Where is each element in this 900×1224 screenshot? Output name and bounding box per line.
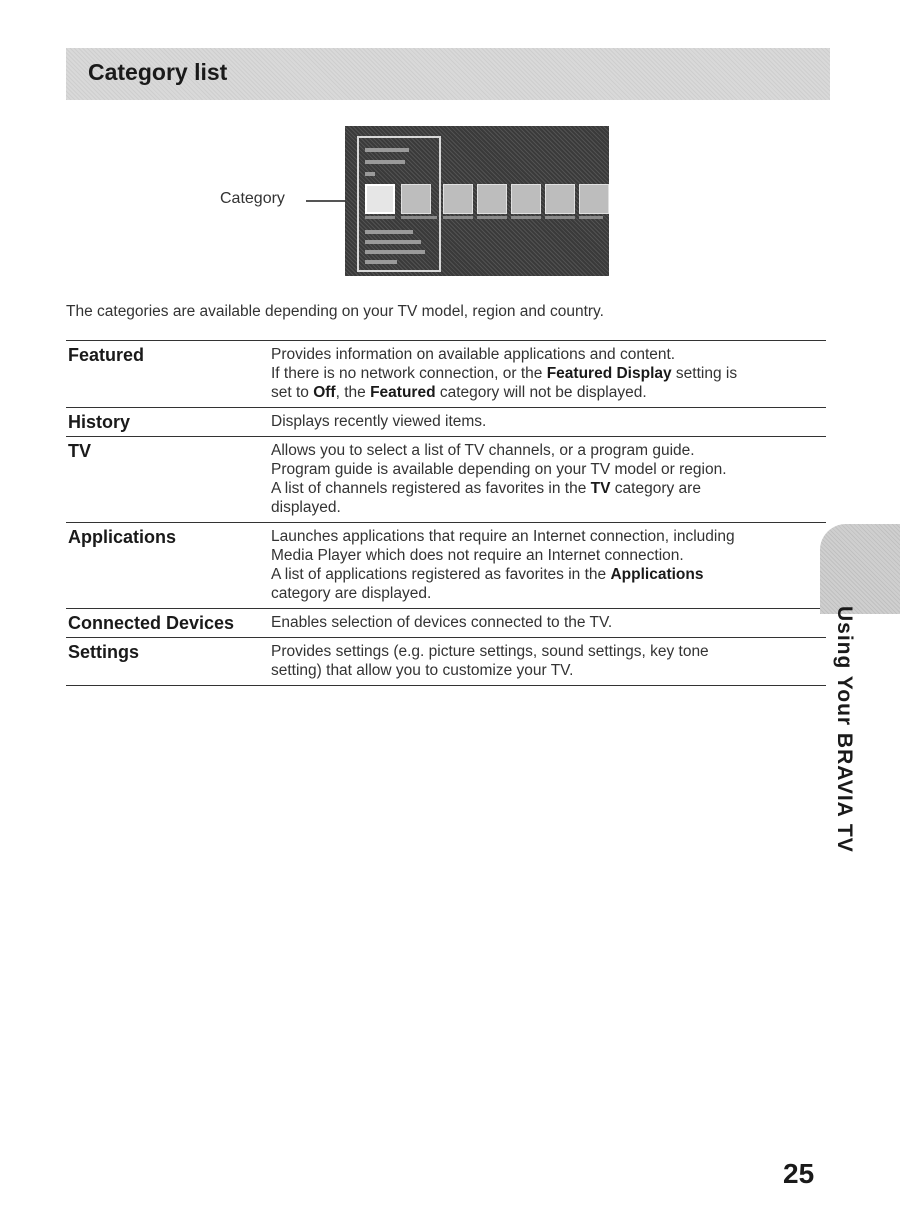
category-description: [271, 525, 826, 603]
description-line: [271, 565, 826, 584]
description-line: Displays recently viewed items.: [271, 413, 487, 430]
bold-term: Applications: [610, 566, 704, 583]
description-line: Allows you to select a list of TV channels, or a program guide.: [271, 442, 695, 459]
description-line: displayed.: [271, 499, 341, 516]
text-run: category are: [610, 480, 701, 497]
category-description: [271, 640, 826, 680]
description-line: Media Player which does not require an Internet connection.: [271, 547, 684, 564]
text-run: , the: [335, 384, 371, 401]
category-term: Applications: [68, 527, 177, 547]
category-description: [271, 611, 826, 632]
page-number: 25: [783, 1158, 815, 1189]
description-line: [271, 383, 826, 402]
bold-term: TV: [590, 480, 611, 497]
tile-caption: [545, 216, 575, 219]
description-line: Launches applications that require an Internet connection, including: [271, 528, 735, 545]
chapter-tab-label: Using Your BRAVIA TV: [833, 606, 856, 853]
description-line: Enables selection of devices connected to the TV.: [271, 614, 613, 631]
description-line: [271, 364, 826, 383]
text-run: category will not be displayed.: [435, 384, 647, 401]
tile-caption: [579, 216, 603, 219]
category-term: History: [68, 412, 131, 432]
description-line: [271, 479, 826, 498]
category-row-settings: [66, 637, 826, 686]
content-tile: [443, 184, 473, 214]
category-term: TV: [68, 441, 92, 461]
chapter-tab: [820, 524, 900, 614]
description-line: setting) that allow you to customize your TV.: [271, 662, 574, 679]
tv-screen-illustration: [345, 126, 609, 276]
text-run: setting is: [671, 365, 738, 382]
section-title: Category list: [88, 59, 228, 85]
section-header-bar: [66, 48, 830, 100]
bold-term: Off: [313, 384, 336, 401]
panel-line: [365, 172, 375, 176]
description-line: Provides information on available applications and content.: [271, 346, 676, 363]
tile-caption: [401, 216, 437, 219]
panel-line: [365, 260, 397, 264]
tile-caption: [365, 216, 395, 219]
category-term: Featured: [68, 345, 145, 365]
panel-line: [365, 160, 405, 164]
content-tile: [477, 184, 507, 214]
text-run: set to: [271, 384, 314, 401]
category-row-applications: [66, 522, 826, 608]
description-line: Program guide is available depending on your TV model or region.: [271, 461, 727, 478]
category-row-featured: [66, 340, 826, 407]
description-line: Provides settings (e.g. picture settings, sound settings, key tone: [271, 643, 709, 660]
tile-caption: [477, 216, 507, 219]
category-term: Settings: [68, 642, 140, 662]
content-tile: [579, 184, 609, 214]
description-line: category are displayed.: [271, 585, 432, 602]
category-row-connected-devices: [66, 608, 826, 637]
category-row-history: [66, 407, 826, 436]
text-run: A list of channels registered as favorites in the: [271, 480, 591, 497]
intro-text: The categories are available depending on your TV model, region and country.: [66, 303, 604, 320]
bold-term: Featured Display: [546, 365, 672, 382]
tile-caption: [511, 216, 541, 219]
category-description: [271, 343, 826, 402]
category-callout-label: Category: [220, 190, 285, 207]
panel-line: [365, 148, 409, 152]
category-table: [66, 340, 826, 686]
panel-line: [365, 240, 421, 244]
category-row-tv: [66, 436, 826, 522]
bold-term: Featured: [370, 384, 436, 401]
category-description: [271, 410, 826, 431]
content-tile: [401, 184, 431, 214]
panel-line: [365, 230, 413, 234]
category-description: [271, 439, 826, 517]
panel-line: [365, 250, 425, 254]
text-run: A list of applications registered as favorites in the: [271, 566, 611, 583]
tile-caption: [443, 216, 473, 219]
category-term: Connected Devices: [68, 613, 235, 633]
text-run: If there is no network connection, or the: [271, 365, 547, 382]
content-tile: [545, 184, 575, 214]
content-tile: [365, 184, 395, 214]
content-tile: [511, 184, 541, 214]
